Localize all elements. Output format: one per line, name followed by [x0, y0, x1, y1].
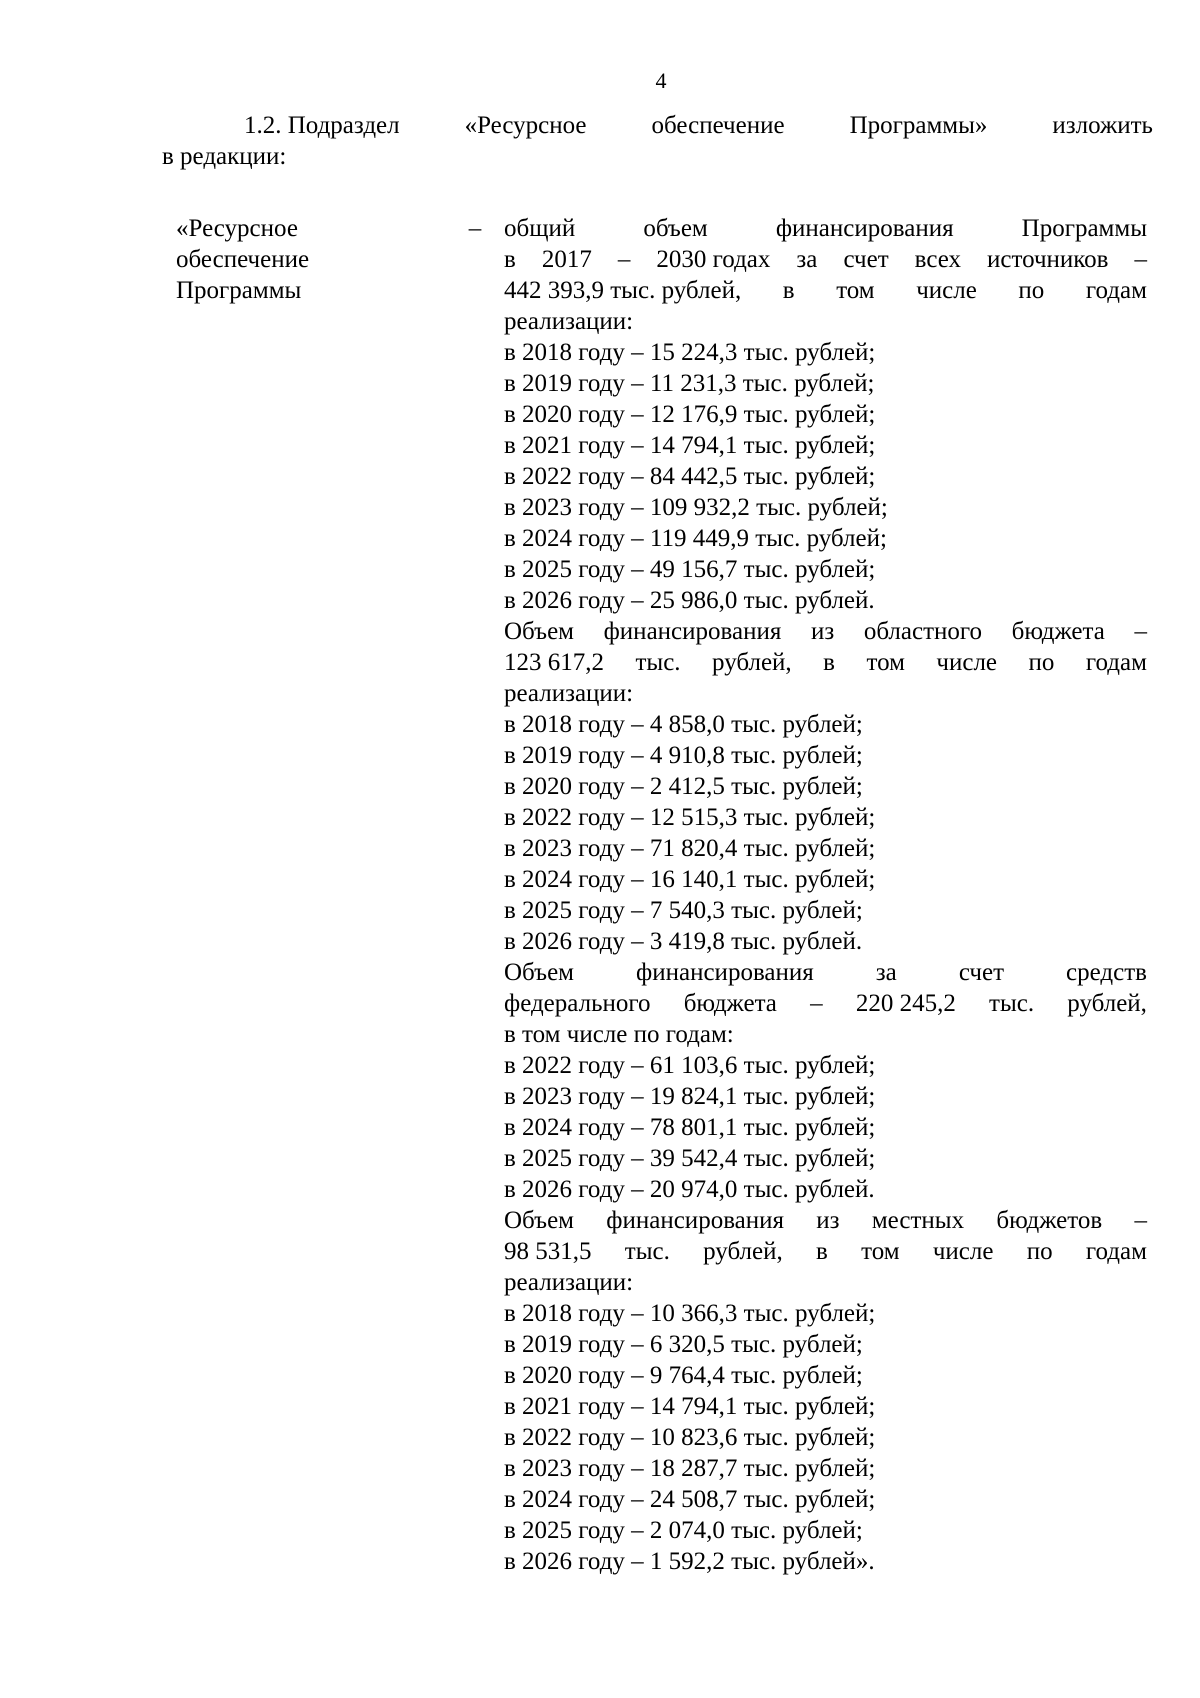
year-amount-line: в 2024 году – 16 140,1 тыс. рублей;: [504, 866, 876, 893]
intro-word: 1.2. Подраздел: [244, 112, 400, 139]
paragraph-word: в: [782, 277, 795, 304]
paragraph-word: том: [861, 1238, 900, 1265]
paragraph-line-end: реализации:: [504, 680, 634, 707]
year-amount-line: в 2018 году – 4 858,0 тыс. рублей;: [504, 711, 863, 738]
paragraph-word: общий: [504, 215, 576, 242]
paragraph-word: по: [1028, 649, 1055, 676]
year-amount-line: в 2020 году – 9 764,4 тыс. рублей;: [504, 1362, 863, 1389]
paragraph-word: 2017: [541, 246, 592, 273]
paragraph-word: 98 531,5: [504, 1238, 592, 1265]
paragraph-word: счет: [958, 959, 1005, 986]
paragraph-word: по: [1018, 277, 1045, 304]
year-amount-line: в 2022 году – 12 515,3 тыс. рублей;: [504, 804, 876, 831]
paragraph-word: финансирования: [636, 959, 814, 986]
year-amount-line: в 2023 году – 18 287,7 тыс. рублей;: [504, 1455, 876, 1482]
paragraph-word: источников: [987, 246, 1109, 273]
year-amount-line: в 2025 году – 7 540,3 тыс. рублей;: [504, 897, 863, 924]
paragraph-word: –: [1134, 618, 1147, 645]
paragraph-word: всех: [914, 246, 961, 273]
intro-word: Программы»: [849, 112, 988, 139]
year-amount-line: в 2024 году – 119 449,9 тыс. рублей;: [504, 525, 887, 552]
paragraph-word: 2030 годах: [656, 246, 771, 273]
paragraph-word: тыс.: [989, 990, 1035, 1017]
label-line: обеспечение: [176, 246, 310, 273]
paragraph-word: бюджетов: [996, 1207, 1103, 1234]
year-amount-line: в 2023 году – 109 932,2 тыс. рублей;: [504, 494, 888, 521]
paragraph-line: [504, 244, 1147, 275]
paragraph-word: финансирования: [606, 1207, 785, 1234]
paragraph-word: финансирования: [603, 618, 782, 645]
paragraph-line-end: реализации:: [504, 308, 634, 335]
page-number: 4: [655, 68, 667, 93]
paragraph-word: местных: [871, 1207, 965, 1234]
intro-paragraph: [162, 110, 1153, 172]
intro-line-1: [162, 110, 1153, 141]
paragraph-word: числе: [916, 277, 977, 304]
paragraph-word: из: [810, 618, 835, 645]
paragraph-word: тыс.: [624, 1238, 670, 1265]
paragraph-word: Объем: [504, 959, 574, 986]
year-amount-line: в 2026 году – 20 974,0 тыс. рублей.: [504, 1176, 875, 1203]
year-amount-line: в 2023 году – 71 820,4 тыс. рублей;: [504, 835, 876, 862]
paragraph-line: [504, 647, 1147, 678]
paragraph-word: бюджета: [683, 990, 777, 1017]
paragraph-word: по: [1026, 1238, 1053, 1265]
intro-word: «Ресурсное: [464, 112, 587, 139]
paragraph-word: годам: [1085, 277, 1147, 304]
year-amount-line: в 2019 году – 4 910,8 тыс. рублей;: [504, 742, 863, 769]
paragraph-word: числе: [932, 1238, 994, 1265]
paragraph-word: в: [823, 649, 835, 676]
paragraph-word: –: [810, 990, 823, 1017]
paragraph-line: [504, 988, 1147, 1019]
year-amount-line: в 2026 году – 1 592,2 тыс. рублей».: [504, 1548, 875, 1575]
paragraph-word: в: [816, 1238, 828, 1265]
paragraph-word: бюджета: [1011, 618, 1105, 645]
label-line: «Ресурсное: [176, 215, 298, 242]
paragraph-word: годам: [1085, 1238, 1147, 1265]
year-amount-line: в 2022 году – 10 823,6 тыс. рублей;: [504, 1424, 876, 1451]
paragraph-word: –: [617, 246, 631, 273]
paragraph-word: за: [875, 959, 897, 986]
year-amount-line: в 2025 году – 39 542,4 тыс. рублей;: [504, 1145, 876, 1172]
year-amount-line: в 2026 году – 3 419,8 тыс. рублей.: [504, 928, 863, 955]
paragraph-word: областного: [863, 618, 983, 645]
year-amount-line: в 2021 году – 14 794,1 тыс. рублей;: [504, 432, 876, 459]
paragraph-word: федерального: [504, 990, 651, 1017]
intro-word: обеспечение: [651, 112, 785, 139]
year-amount-line: в 2022 году – 61 103,6 тыс. рублей;: [504, 1052, 876, 1079]
year-amount-line: в 2026 году – 25 986,0 тыс. рублей.: [504, 587, 875, 614]
year-amount-line: в 2018 году – 15 224,3 тыс. рублей;: [504, 339, 876, 366]
paragraph-word: том: [866, 649, 905, 676]
paragraph-word: счет: [843, 246, 889, 273]
paragraph-line-end: реализации:: [504, 1269, 634, 1296]
table-dash-cell: –: [468, 215, 482, 242]
paragraph-word: Программы: [1021, 215, 1147, 242]
paragraph-word: Объем: [504, 618, 574, 645]
year-amount-line: в 2021 году – 14 794,1 тыс. рублей;: [504, 1393, 876, 1420]
intro-word: изложить: [1052, 112, 1153, 139]
year-amount-line: в 2025 году – 2 074,0 тыс. рублей;: [504, 1517, 863, 1544]
paragraph-word: финансирования: [775, 215, 954, 242]
year-amount-line: в 2025 году – 49 156,7 тыс. рублей;: [504, 556, 876, 583]
paragraph-word: –: [1134, 1207, 1147, 1234]
year-amount-line: в 2024 году – 24 508,7 тыс. рублей;: [504, 1486, 876, 1513]
funding-section: [504, 1205, 1147, 1577]
paragraph-word: том: [836, 277, 875, 304]
year-amount-line: в 2019 году – 6 320,5 тыс. рублей;: [504, 1331, 863, 1358]
paragraph-line: [504, 957, 1147, 988]
table-label-cell: [176, 213, 426, 306]
paragraph-word: средств: [1066, 959, 1147, 986]
paragraph-word: рублей,: [1067, 990, 1147, 1017]
year-amount-line: в 2020 году – 12 176,9 тыс. рублей;: [504, 401, 876, 428]
intro-line-2: в редакции:: [162, 143, 287, 170]
year-amount-line: в 2024 году – 78 801,1 тыс. рублей;: [504, 1114, 876, 1141]
funding-section: [504, 957, 1147, 1205]
paragraph-word: –: [1134, 246, 1147, 273]
year-amount-line: в 2020 году – 2 412,5 тыс. рублей;: [504, 773, 863, 800]
table-content-cell: [504, 213, 1147, 1577]
year-amount-line: в 2018 году – 10 366,3 тыс. рублей;: [504, 1300, 876, 1327]
paragraph-line: [504, 1205, 1147, 1236]
paragraph-word: тыс.: [635, 649, 681, 676]
paragraph-word: 442 393,9 тыс. рублей,: [504, 277, 742, 304]
paragraph-word: 220 245,2: [855, 990, 956, 1017]
paragraph-word: за: [796, 246, 818, 273]
funding-section: [504, 213, 1147, 616]
paragraph-line-end: в том числе по годам:: [504, 1021, 734, 1048]
funding-section: [504, 616, 1147, 957]
paragraph-line: [504, 616, 1147, 647]
paragraph-line: [504, 275, 1147, 306]
paragraph-word: числе: [936, 649, 998, 676]
label-line: Программы: [176, 277, 302, 304]
year-amount-line: в 2019 году – 11 231,3 тыс. рублей;: [504, 370, 875, 397]
paragraph-word: из: [816, 1207, 840, 1234]
year-amount-line: в 2022 году – 84 442,5 тыс. рублей;: [504, 463, 876, 490]
paragraph-word: Объем: [504, 1207, 574, 1234]
paragraph-line: [504, 213, 1147, 244]
paragraph-word: объем: [643, 215, 708, 242]
paragraph-word: рублей,: [703, 1238, 783, 1265]
paragraph-word: рублей,: [712, 649, 792, 676]
year-amount-line: в 2023 году – 19 824,1 тыс. рублей;: [504, 1083, 876, 1110]
paragraph-word: в: [504, 246, 516, 273]
paragraph-word: годам: [1085, 649, 1147, 676]
paragraph-line: [504, 1236, 1147, 1267]
paragraph-word: 123 617,2: [504, 649, 604, 676]
